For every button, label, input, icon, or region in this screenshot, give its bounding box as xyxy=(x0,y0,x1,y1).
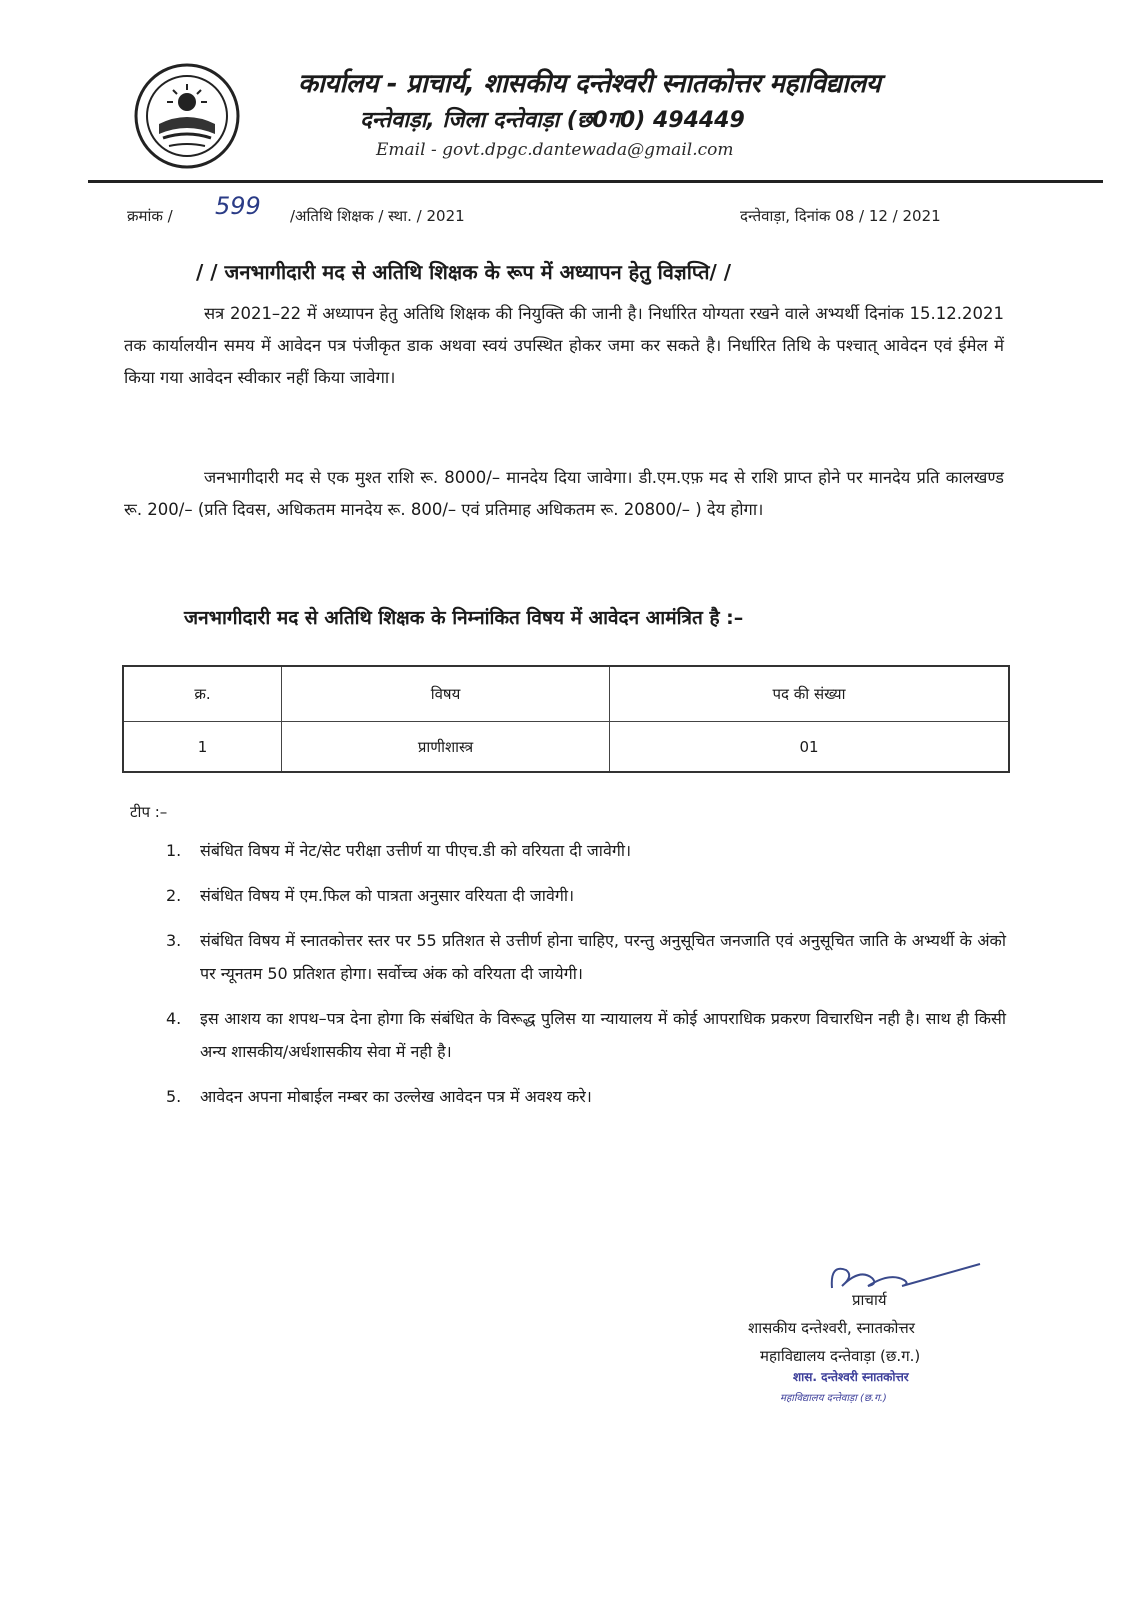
table-header-row xyxy=(123,666,1009,722)
note-text: इस आशय का शपथ–पत्र देना होगा कि संबंधित के विरूद्ध पुलिस या न्यायालय में कोई आपराधिक प्रकरण विचारधिन नही है। साथ ही किसी अन्य शासकीय/अर्धशासकीय सेवा में नही है। xyxy=(200,1009,1006,1061)
official-stamp-location: महाविद्यालय दन्तेवाड़ा (छ.ग.) xyxy=(780,1393,887,1404)
notice-title: / / जनभागीदारी मद से अतिथि शिक्षक के रूप में अध्यापन हेतु विज्ञप्ति/ / xyxy=(196,260,732,284)
note-text: आवेदन अपना मोबाईल नम्बर का उल्लेख आवेदन पत्र में अवश्य करे। xyxy=(200,1087,592,1106)
office-heading: कार्यालय - प्राचार्य, शासकीय दन्तेश्वरी स्नातकोत्तर महाविद्यालय xyxy=(298,69,881,99)
list-item xyxy=(160,924,1006,990)
notes-list xyxy=(160,834,1006,1125)
office-email: Email - govt.dpgc.dantewada@gmail.com xyxy=(376,140,734,160)
notes-label: टीप :– xyxy=(130,803,168,821)
list-item xyxy=(160,879,1006,912)
list-item xyxy=(160,1002,1006,1068)
college-seal-icon xyxy=(133,62,241,170)
note-number: 1. xyxy=(166,841,182,860)
reference-code: /अतिथि शिक्षक / स्था. / 2021 xyxy=(290,207,465,225)
cell-serial: 1 xyxy=(123,722,282,773)
reference-number: 599 xyxy=(215,192,261,220)
signatory-institution: शासकीय दन्तेश्वरी, स्नातकोत्तर xyxy=(748,1319,915,1337)
vacancy-table xyxy=(122,665,1010,773)
paragraph-2: जनभागीदारी मद से एक मुश्त राशि रू. 8000/– मानदेय दिया जावेगा। डी.एम.एफ़ मद से राशि प्राप्त होने पर मानदेय प्रति कालखण्ड रू. 200/– (प्रति दिवस, अधिकतम मानदेय रू. 800/– एवं प्रतिमाह अधिकतम रू. 20800/– ) देय होगा। xyxy=(124,468,1004,519)
list-item xyxy=(160,834,1006,867)
header-post-count: पद की संख्या xyxy=(610,666,1010,722)
note-text: संबंधित विषय में नेट/सेट परीक्षा उत्तीर्ण या पीएच.डी को वरियता दी जावेगी। xyxy=(200,841,632,860)
note-number: 3. xyxy=(166,931,182,950)
table-row xyxy=(123,722,1009,773)
reference-prefix: क्रमांक / xyxy=(127,207,173,225)
note-number: 5. xyxy=(166,1087,182,1106)
note-number: 4. xyxy=(166,1009,182,1028)
signature-icon xyxy=(820,1250,990,1310)
note-text: संबंधित विषय में एम.फिल को पात्रता अनुसार वरियता दी जावेगी। xyxy=(200,886,575,905)
note-number: 2. xyxy=(166,886,182,905)
office-address: दन्तेवाड़ा, जिला दन्तेवाड़ा (छ0ग0) 494449 xyxy=(360,108,745,133)
cell-post-count: 01 xyxy=(610,722,1010,773)
list-item xyxy=(160,1080,1006,1113)
header-divider xyxy=(88,180,1103,183)
header-serial: क्र. xyxy=(123,666,282,722)
header-subject: विषय xyxy=(282,666,610,722)
applications-heading: जनभागीदारी मद से अतिथि शिक्षक के निम्नांकित विषय में आवेदन आमंत्रित है :– xyxy=(184,607,744,629)
signatory-location: महाविद्यालय दन्तेवाड़ा (छ.ग.) xyxy=(760,1347,921,1365)
cell-subject: प्राणीशास्त्र xyxy=(282,722,610,773)
paragraph-1: सत्र 2021–22 में अध्यापन हेतु अतिथि शिक्षक की नियुक्ति की जानी है। निर्धारित योग्यता रखने वाले अभ्यर्थी दिनांक 15.12.2021 तक कार्यालयीन समय में आवेदन पत्र पंजीकृत डाक अथवा स्वयं उपस्थित होकर जमा कर सकते है। निर्धारित तिथि के पश्चात् आवेदन एवं ईमेल में किया गया आवेदन स्वीकार नहीं किया जावेगा। xyxy=(124,304,1004,387)
signatory-title: प्राचार्य xyxy=(852,1291,887,1309)
note-text: संबंधित विषय में स्नातकोत्तर स्तर पर 55 प्रतिशत से उत्तीर्ण होना चाहिए, परन्तु अनुसूचित जनजाति एवं अनुसूचित जाति के अभ्यर्थी के अंको पर न्यूनतम 50 प्रतिशत होगा। सर्वोच्च अंक को वरियता दी जायेगी। xyxy=(200,931,1006,983)
issue-date: दन्तेवाड़ा, दिनांक 08 / 12 / 2021 xyxy=(740,207,941,225)
official-stamp: शास. दन्तेश्वरी स्नातकोत्तर xyxy=(793,1370,909,1384)
